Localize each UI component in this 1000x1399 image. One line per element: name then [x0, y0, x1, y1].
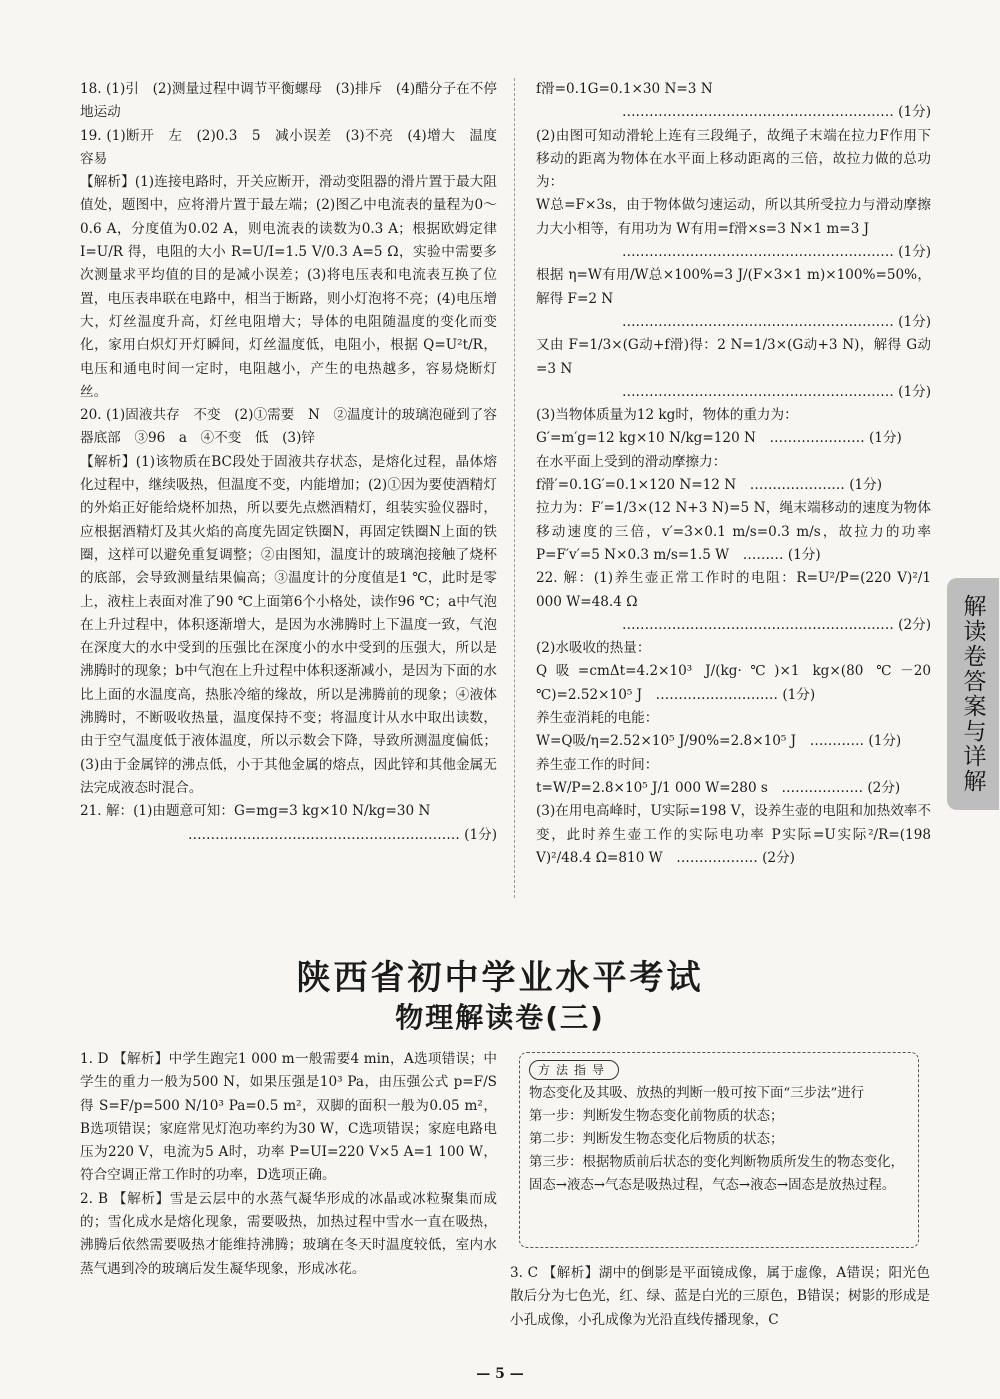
efficiency-line: 根据 η=W有用/W总×100%=3 J/(F×3×1 m)×100%=50%，解得 F=2 N: [536, 267, 931, 307]
method-line: 第一步：判断发生物态变化前物质的状态；: [529, 1109, 784, 1124]
answer-1: 1. D 【解析】中学生跑完1 000 m一般需要4 min，A选项错误；中学生的重力一般为500 N，如果压强是10³ Pa，由压强公式 p=F/S 得 S=F/p=500 N/10³ Pa=0.5 m²，双脚的面积一般为0.05 m²，B选项错误；家庭常见灯泡功率约为30 W，C选项错误；家庭电路电压为220 V，电流为5 A时，功率 P=UI=220 V×5 A=1 100 W，符合空调正常工作时的功率，D选项正确。: [80, 1051, 497, 1184]
score-line: …………………………………………………… (1分): [621, 383, 931, 400]
work-line: W总=F×3s，由于物体做匀速运动，所以其所受拉力与滑动摩擦力大小相等，有用功为 W有用=f滑×s=3 N×1 m=3 J: [536, 197, 931, 237]
actual-power-line: (3)在用电高峰时，U实际=198 V，设养生壶的电阻和加热效率不变，此时养生壶工作的实际电功率 P实际=U实际²/R=(198 V)²/48.4 Ω=810 W ……………… (2分): [536, 803, 931, 866]
time-line: t=W/P=2.8×10⁵ J/1 000 W=280 s ……………… (2分): [536, 779, 901, 796]
friction-line: f滑=0.1G=0.1×30 N=3 N: [536, 81, 713, 97]
answer-3: 3. C 【解析】湖中的倒影是平面镜成像，属于虚像，A错误；阳光色散后分为七色光，红、绿、蓝是白光的三原色，B错误；树影的形成是小孔成像，小孔成像为光沿直线传播现象，C: [510, 1265, 930, 1328]
method-line: 第三步：根据物质前后状态的变化判断物质所发生的物态变化，固态→液态→气态是吸热过程，气态→液态→固态是放热过程。: [529, 1155, 904, 1193]
score-line: …………………………………………………… (1分): [621, 104, 931, 121]
answer-22: 22. 解：(1)养生壶正常工作时的电阻：R=U²/P=(220 V)²/1 000 W=48.4 Ω: [536, 570, 931, 610]
score-line: …………………………………………………… (1分): [187, 826, 497, 843]
method-guide-title: 方法指导: [529, 1060, 619, 1080]
pulley-weight-line: 又由 F=1/3×(G动+f滑)得：2 N=1/3×(G动+3 N)，解得 G动=3 N: [536, 337, 931, 377]
analysis-19: 【解析】(1)连接电路时，开关应断开，滑动变阻器的滑片置于最大阻值处，题图中，应将滑片置于最左端；(2)图乙中电流表的量程为0～0.6 A，分度值为0.02 A，则电流表的读数为0.3 A；根据欧姆定律 I=U/R 得，电阻的大小 R=U/I=1.5 V/0.3 A=5 Ω，实验中需要多次测量求平均值的目的是减小误差；(3)将电压表和电流表互换了位置，电压表串联在电路中，相当于断路，则小灯泡将不亮；(4)电压增大，灯丝温度升高，灯丝电阻增大；导体的电阻随温度的变化而变化，家用白炽灯开灯瞬间，灯丝温度低，电阻小，根据 Q=U²t/R，电压和通电时间一定时，电阻越小，产生的电热越多，容易烧断灯丝。: [80, 174, 497, 400]
answers-bottom-left: [80, 1048, 497, 1281]
score-line: …………………………………………………… (2分): [621, 616, 931, 633]
heat-label: (2)水吸收的热量：: [536, 640, 651, 657]
answers-bottom-right: [510, 1262, 930, 1332]
answers-right-column: [536, 78, 931, 870]
page-number: — 5 —: [476, 1366, 524, 1382]
friction2-line: f滑′=0.1G′=0.1×120 N=12 N ………………… (1分): [536, 477, 883, 494]
energy-line: W=Q吸/η=2.52×10⁵ J/90%=2.8×10⁵ J ………… (1分): [536, 733, 902, 750]
answer-21: 21. 解：(1)由题意可知：G=mg=3 kg×10 N/kg=30 N: [80, 803, 431, 820]
friction-label: 在水平面上受到的滑动摩擦力：: [536, 453, 727, 470]
analysis-20: 【解析】(1)该物质在BC段处于固液共存状态，是熔化过程，晶体熔化过程中，继续吸热，但温度不变，内能增加；(2)①因为要使酒精灯的外焰正好能给烧杯加热，所以要先点燃酒精灯，组装实验仪器时，应根据酒精灯及其火焰的高度先固定铁圈N，再固定铁圈N上面的铁圈，这样可以避免重复调整；②由图知，温度计的玻璃泡接触了烧杯的底部，会导致测量结果偏高；③温度计的分度值是1 ℃，此时是零上，液柱上表面对准了90 ℃上面第6个小格处，读作96 ℃；a中气泡在上升过程中，体积逐渐增大，是因为水沸腾时上下温度一致，气泡在深度大的水中受到的压强比在深度小的水中受到的压强大，所以是沸腾时的现象；b中气泡在上升过程中体积逐渐减小，是因为下面的水比上面的水温度高，热胀冷缩的缘故，所以是沸腾前的现象；④液体沸腾时，不断吸收热量，温度保持不变；将温度计从水中取出读数，由于空气温度低于液体温度，所以示数会下降，导致所测温度偏低；(3)由于金属锌的沸点低，小于其他金属的熔点，因此锌和其他金属无法完成液态时混合。: [80, 453, 497, 796]
method-line: 物态变化及其吸、放热的判断一般可按下面“三步法”进行: [529, 1086, 865, 1101]
gravity-line: G′=m′g=12 kg×10 N/kg=120 N ………………… (1分): [536, 430, 902, 447]
method-line: 第二步：判断发生物态变化后物质的状态；: [529, 1132, 784, 1147]
energy-label: 养生壶消耗的电能：: [536, 710, 659, 727]
side-tab: [947, 578, 999, 810]
section-subtitle: 物理解读卷(三): [395, 1001, 605, 1034]
column-divider: [514, 78, 515, 898]
power-line: 拉力为：F′=1/3×(12 N+3 N)=5 N，绳末端移动的速度为物体移动速度的三倍，v′=3×0.1 m/s=0.3 m/s，故拉力的功率 P=F′v′=5 N×0.3 m/s=1.5 W ……… (1分): [536, 500, 931, 563]
score-line: …………………………………………………… (1分): [621, 244, 931, 261]
answer-21-part2: (2)由图可知动滑轮上连有三段绳子，故绳子末端在拉力F作用下移动的距离为物体在水平面上移动距离的三倍，故拉力做的总功为：: [536, 127, 931, 191]
answer-19: 19. (1)断开 左 (2)0.3 5 减小误差 (3)不亮 (4)增大 温度 容易: [80, 127, 511, 167]
side-tab-label: 解读卷答案与详解: [959, 594, 986, 794]
answer-21-part3: (3)当物体质量为12 kg时，物体的重力为：: [536, 407, 798, 424]
heat-line: Q吸=cmΔt=4.2×10³ J/(kg·℃)×1 kg×(80 ℃－20 ℃)=2.52×10⁵ J ……………………… (1分): [536, 663, 931, 703]
answer-2: 2. B 【解析】雪是云层中的水蒸气凝华形成的冰晶或冰粒聚集而成的；雪化成水是熔化现象，需要吸热，加热过程中雪水一直在吸热，沸腾后依然需要吸热才能维持沸腾；玻璃在冬天时温度较低，室内水蒸气遇到冷的玻璃后发生凝华现象，形成冰花。: [80, 1190, 497, 1277]
method-guide-box: [519, 1052, 919, 1248]
score-line: …………………………………………………… (1分): [621, 313, 931, 330]
answers-left-column: [80, 78, 511, 847]
answer-20: 20. (1)固液共存 不变 (2)①需要 N ②温度计的玻璃泡碰到了容器底部 ③96 a ④不变 低 (3)锌: [80, 407, 497, 447]
section-title: 陕西省初中学业水平考试: [296, 958, 704, 998]
answer-18: 18. (1)引 (2)测量过程中调节平衡螺母 (3)排斥 (4)醋分子在不停地运动: [80, 81, 497, 121]
time-label: 养生壶工作的时间：: [536, 756, 659, 773]
